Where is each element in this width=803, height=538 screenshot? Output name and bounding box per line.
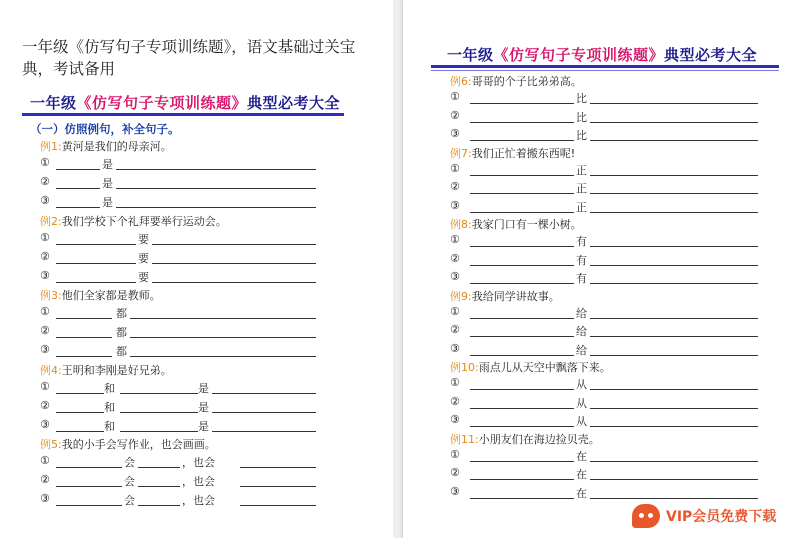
answer-row: [450, 108, 770, 124]
keyword: 和: [104, 419, 115, 433]
keyword: 比: [576, 129, 587, 142]
keyword: 要: [138, 232, 149, 246]
answer-row: [450, 447, 770, 463]
example-label: 例1:: [40, 140, 62, 153]
answer-blank[interactable]: [240, 485, 316, 487]
example-label: 例7:: [450, 146, 472, 160]
row-number: ②: [40, 249, 50, 263]
answer-blank[interactable]: [120, 430, 198, 432]
answer-blank[interactable]: [470, 174, 574, 176]
keyword: 会: [124, 456, 135, 469]
answer-blank[interactable]: [470, 497, 574, 499]
answer-row: [40, 193, 320, 209]
keyword: 是: [198, 419, 209, 433]
example-sentence: 王明和李刚是好兄弟。: [61, 363, 172, 377]
answer-blank[interactable]: [590, 478, 758, 480]
answer-blank[interactable]: [56, 392, 104, 394]
example-sentence: 我们正忙着搬东西呢!: [471, 146, 576, 160]
example-label: 例8:: [450, 218, 472, 231]
answer-row: [40, 472, 320, 488]
answer-row: [450, 412, 770, 428]
row-number: ③: [450, 341, 460, 355]
answer-blank[interactable]: [240, 466, 316, 468]
answer-blank[interactable]: [56, 485, 122, 487]
row-number: ①: [450, 90, 460, 103]
answer-blank[interactable]: [56, 411, 104, 413]
example-sentence: 我的小手会写作业，也会画画。: [61, 438, 216, 451]
answer-row: [40, 491, 320, 507]
row-number: ②: [450, 180, 460, 193]
row-number: ①: [450, 304, 460, 318]
answer-blank[interactable]: [590, 264, 758, 266]
example-prompt: [450, 431, 600, 447]
answer-blank[interactable]: [138, 466, 180, 468]
answer-row: [40, 249, 320, 265]
keyword: 都: [116, 345, 127, 358]
answer-blank[interactable]: [590, 174, 758, 176]
answer-blank[interactable]: [56, 466, 122, 468]
keyword: 有: [576, 253, 587, 267]
example-label: 例3:: [40, 289, 62, 302]
row-number: ③: [450, 127, 460, 140]
example-prompt: [450, 288, 560, 304]
answer-row: [450, 394, 770, 410]
answer-row: [450, 322, 770, 338]
keyword: 和: [104, 400, 115, 414]
banner-subtitle: 典型必考大全: [664, 46, 758, 64]
answer-blank[interactable]: [470, 407, 574, 409]
answer-blank[interactable]: [470, 478, 574, 480]
row-number: ②: [450, 251, 460, 265]
banner-book-title: 《仿写句子专项训练题》: [493, 46, 665, 64]
keyword: 是: [102, 196, 113, 209]
example-label: 例11:: [450, 432, 479, 446]
answer-blank[interactable]: [470, 460, 574, 462]
answer-blank[interactable]: [56, 262, 136, 264]
watermark-text: VIP会员免费下载: [666, 509, 777, 525]
example-prompt: [40, 287, 161, 303]
example-prompt: [40, 362, 172, 378]
answer-blank[interactable]: [56, 355, 112, 357]
vip-download-watermark[interactable]: [632, 500, 802, 532]
row-number: ③: [40, 194, 50, 207]
keyword: 要: [138, 270, 149, 284]
answer-blank[interactable]: [56, 336, 112, 338]
answer-blank[interactable]: [120, 411, 198, 413]
example-sentence: 他们全家都是教师。: [61, 289, 161, 302]
answer-row: [450, 198, 770, 214]
answer-blank[interactable]: [590, 407, 758, 409]
answer-blank[interactable]: [152, 243, 316, 245]
keyword: 正: [576, 182, 587, 195]
keyword: 比: [576, 110, 587, 124]
answer-blank[interactable]: [212, 430, 316, 432]
keyword: 是: [102, 158, 113, 171]
answer-blank[interactable]: [152, 281, 316, 283]
row-number: ②: [40, 324, 50, 337]
answer-row: [450, 126, 770, 142]
answer-blank[interactable]: [56, 187, 100, 189]
row-number: ①: [450, 447, 460, 461]
answer-blank[interactable]: [116, 206, 316, 208]
answer-blank[interactable]: [130, 336, 316, 338]
example-prompt: [40, 138, 172, 154]
answer-row: [40, 268, 320, 284]
keyword: 给: [576, 343, 587, 357]
answer-blank[interactable]: [470, 317, 574, 319]
answer-blank[interactable]: [56, 504, 122, 506]
answer-row: [450, 232, 770, 248]
example-prompt: [450, 216, 582, 232]
answer-row: [40, 379, 320, 395]
example-sentence: 小朋友们在海边捡贝壳。: [478, 432, 600, 446]
left-page: [0, 0, 393, 538]
keyword: 是: [198, 381, 209, 395]
example-prompt: [450, 359, 611, 375]
answer-blank[interactable]: [116, 187, 316, 189]
keyword: 从: [576, 415, 587, 428]
keyword: 给: [576, 325, 587, 338]
answer-blank[interactable]: [590, 460, 758, 462]
banner-grade: 一年级: [30, 94, 77, 112]
row-number: ②: [40, 398, 50, 412]
keyword: 会: [124, 494, 135, 507]
row-number: ②: [450, 108, 460, 122]
keyword: 正: [576, 200, 587, 214]
answer-blank[interactable]: [470, 354, 574, 356]
example-prompt: [450, 73, 582, 89]
answer-blank[interactable]: [470, 335, 574, 337]
right-page: [403, 0, 803, 538]
keyword: 从: [576, 396, 587, 410]
keyword: 给: [576, 306, 587, 320]
row-number: ③: [450, 270, 460, 283]
answer-row: [40, 323, 320, 339]
row-number: ①: [450, 376, 460, 389]
section-heading: （一）仿照例句，补全句子。: [30, 122, 180, 136]
row-number: ③: [40, 492, 50, 505]
answer-blank[interactable]: [470, 388, 574, 390]
chat-bubble-icon: [632, 504, 660, 528]
answer-blank[interactable]: [470, 245, 574, 247]
row-number: ①: [40, 305, 50, 318]
example-label: 例10:: [450, 361, 479, 374]
answer-row: [40, 304, 320, 320]
answer-blank[interactable]: [590, 139, 758, 141]
keyword: 会: [124, 475, 135, 488]
row-number: ③: [450, 198, 460, 212]
example-sentence: 哥哥的个子比弟弟高。: [471, 75, 582, 88]
row-number: ③: [40, 417, 50, 431]
keyword: 正: [576, 163, 587, 177]
answer-blank[interactable]: [130, 317, 316, 319]
answer-blank[interactable]: [116, 168, 316, 170]
answer-blank[interactable]: [138, 485, 180, 487]
keyword: 都: [116, 326, 127, 339]
answer-blank[interactable]: [56, 206, 100, 208]
answer-row: [40, 453, 320, 469]
row-number: ②: [40, 175, 50, 188]
answer-blank[interactable]: [470, 192, 574, 194]
example-label: 例9:: [450, 289, 472, 303]
answer-row: [450, 484, 770, 500]
example-label: 例4:: [40, 363, 62, 377]
intro-text: 一年级《仿写句子专项训练题》，语文基础过关宝典，考试备用: [22, 38, 356, 78]
answer-blank[interactable]: [470, 264, 574, 266]
banner-grade: 一年级: [447, 46, 494, 64]
example-label: 例6:: [450, 75, 472, 88]
example-sentence: 黄河是我们的母亲河。: [61, 140, 172, 153]
answer-blank[interactable]: [240, 504, 316, 506]
answer-row: [40, 230, 320, 246]
answer-row: [450, 304, 770, 320]
answer-row: [450, 161, 770, 177]
row-number: ①: [40, 454, 50, 467]
answer-blank[interactable]: [590, 497, 758, 499]
answer-blank[interactable]: [56, 281, 136, 283]
answer-blank[interactable]: [56, 168, 100, 170]
answer-row: [40, 417, 320, 433]
banner-subtitle: 典型必考大全: [247, 94, 341, 112]
keyword: ，也会: [182, 494, 215, 507]
answer-blank[interactable]: [470, 282, 574, 284]
answer-row: [40, 342, 320, 358]
example-sentence: 我家门口有一棵小树。: [471, 218, 582, 231]
row-number: ①: [40, 230, 50, 244]
answer-blank[interactable]: [120, 392, 198, 394]
row-number: ①: [40, 379, 50, 393]
row-number: ①: [450, 161, 460, 175]
keyword: 有: [576, 272, 587, 285]
example-sentence: 我们学校下个礼拜要举行运动会。: [61, 214, 227, 228]
answer-row: [40, 155, 320, 171]
answer-blank[interactable]: [590, 211, 758, 213]
keyword: 在: [576, 486, 587, 500]
example-prompt: [40, 213, 227, 229]
answer-blank[interactable]: [56, 243, 136, 245]
banner-underline: [431, 65, 779, 68]
keyword: 是: [198, 400, 209, 414]
keyword: ，也会: [182, 475, 215, 488]
answer-blank[interactable]: [590, 282, 758, 284]
answer-blank[interactable]: [590, 425, 758, 427]
answer-blank[interactable]: [590, 102, 758, 104]
answer-blank[interactable]: [212, 411, 316, 413]
banner-underline: [22, 113, 344, 116]
answer-blank[interactable]: [56, 317, 112, 319]
answer-blank[interactable]: [590, 388, 758, 390]
answer-blank[interactable]: [470, 102, 574, 104]
keyword: 是: [102, 177, 113, 190]
row-number: ①: [40, 156, 50, 169]
row-number: ②: [450, 394, 460, 408]
row-number: ③: [450, 484, 460, 498]
answer-row: [40, 398, 320, 414]
answer-row: [450, 251, 770, 267]
answer-blank[interactable]: [470, 139, 574, 141]
answer-blank[interactable]: [590, 354, 758, 356]
answer-row: [450, 341, 770, 357]
example-prompt: [450, 145, 575, 161]
row-number: ②: [450, 466, 460, 479]
answer-blank[interactable]: [470, 211, 574, 213]
keyword: 在: [576, 468, 587, 481]
row-number: ②: [40, 473, 50, 486]
answer-row: [450, 269, 770, 285]
keyword: 和: [104, 381, 115, 395]
answer-row: [450, 89, 770, 105]
answer-blank[interactable]: [130, 355, 316, 357]
answer-blank[interactable]: [212, 392, 316, 394]
keyword: 比: [576, 92, 587, 105]
keyword: 从: [576, 378, 587, 391]
answer-row: [450, 375, 770, 391]
right-banner-title: [447, 44, 757, 65]
example-sentence: 雨点儿从天空中飘落下来。: [478, 361, 611, 374]
example-label: 例5:: [40, 438, 62, 451]
keyword: 在: [576, 449, 587, 463]
keyword: 要: [138, 251, 149, 265]
keyword: ，也会: [182, 456, 215, 469]
example-sentence: 我给同学讲故事。: [471, 289, 560, 303]
banner-underline-thin: [431, 70, 779, 71]
answer-blank[interactable]: [590, 317, 758, 319]
left-banner-title: [30, 92, 340, 113]
answer-row: [450, 465, 770, 481]
answer-row: [40, 174, 320, 190]
row-number: ③: [40, 268, 50, 282]
answer-blank[interactable]: [590, 192, 758, 194]
row-number: ②: [450, 323, 460, 336]
keyword: 有: [576, 235, 587, 248]
example-prompt: [40, 436, 216, 452]
answer-blank[interactable]: [56, 430, 104, 432]
answer-blank[interactable]: [590, 245, 758, 247]
row-number: ①: [450, 233, 460, 246]
answer-blank[interactable]: [470, 121, 574, 123]
keyword: 都: [116, 307, 127, 320]
example-label: 例2:: [40, 214, 62, 228]
answer-row: [450, 179, 770, 195]
row-number: ③: [40, 343, 50, 356]
answer-blank[interactable]: [152, 262, 316, 264]
answer-blank[interactable]: [470, 425, 574, 427]
answer-blank[interactable]: [590, 121, 758, 123]
banner-book-title: 《仿写句子专项训练题》: [76, 94, 248, 112]
answer-blank[interactable]: [590, 335, 758, 337]
answer-blank[interactable]: [138, 504, 180, 506]
row-number: ③: [450, 413, 460, 426]
